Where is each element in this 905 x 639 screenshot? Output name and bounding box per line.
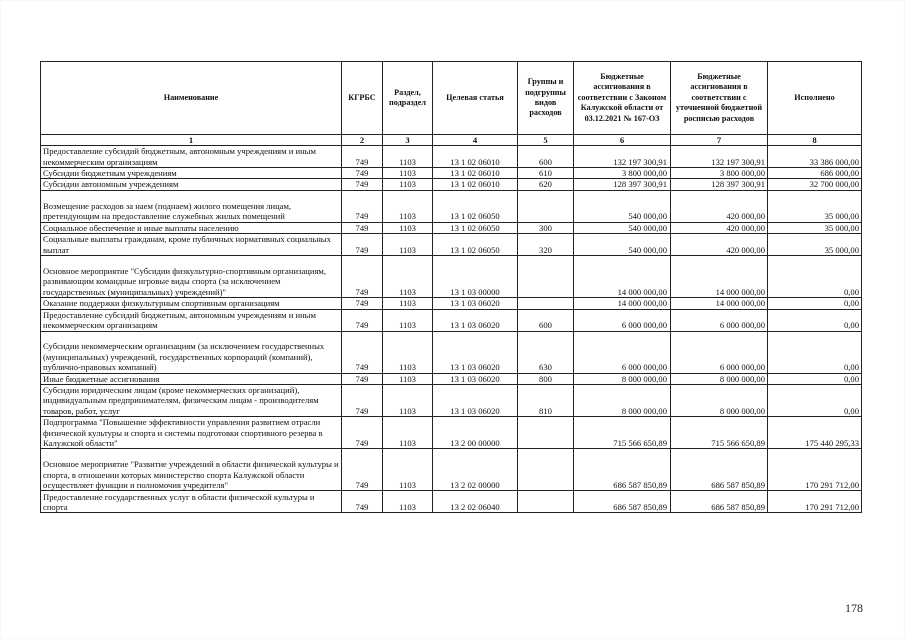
cell-amount-revised: 420 000,00	[671, 234, 768, 256]
cell-expense-group: 620	[518, 179, 574, 190]
cell-amount-law: 6 000 000,00	[574, 309, 671, 331]
table-row	[41, 146, 862, 168]
cell-kgrbs: 749	[342, 222, 383, 233]
cell-kgrbs: 749	[342, 331, 383, 373]
cell-target-article: 13 1 03 06020	[433, 385, 518, 417]
cell-kgrbs: 749	[342, 373, 383, 384]
cell-target-article: 13 1 02 06010	[433, 146, 518, 168]
cell-expense-group	[518, 256, 574, 298]
cell-expense-group	[518, 298, 574, 309]
cell-amount-revised: 6 000 000,00	[671, 331, 768, 373]
cell-kgrbs: 749	[342, 190, 383, 222]
header-amount-law: Бюджетные ассигнования в соответствии с Законом Калужской области от 03.12.2021 № 167-ОЗ	[574, 62, 671, 135]
cell-amount-law: 540 000,00	[574, 234, 671, 256]
cell-amount-revised: 686 587 850,89	[671, 449, 768, 491]
cell-expense-group: 320	[518, 234, 574, 256]
column-number: 4	[433, 135, 518, 146]
cell-target-article: 13 1 03 06020	[433, 373, 518, 384]
cell-razdel: 1103	[383, 298, 433, 309]
cell-razdel: 1103	[383, 385, 433, 417]
cell-name: Предоставление субсидий бюджетным, автономным учреждениям и иным некоммерческим организациям	[41, 309, 342, 331]
cell-razdel: 1103	[383, 417, 433, 449]
header-executed: Исполнено	[768, 62, 862, 135]
cell-executed: 0,00	[768, 385, 862, 417]
cell-kgrbs: 749	[342, 256, 383, 298]
table-row	[41, 331, 862, 373]
cell-target-article: 13 1 03 06020	[433, 298, 518, 309]
cell-executed: 170 291 712,00	[768, 491, 862, 513]
column-number: 5	[518, 135, 574, 146]
cell-executed: 35 000,00	[768, 222, 862, 233]
cell-expense-group: 600	[518, 146, 574, 168]
cell-amount-law: 14 000 000,00	[574, 298, 671, 309]
column-number: 8	[768, 135, 862, 146]
cell-kgrbs: 749	[342, 385, 383, 417]
cell-target-article: 13 2 00 00000	[433, 417, 518, 449]
cell-amount-revised: 420 000,00	[671, 190, 768, 222]
cell-expense-group: 810	[518, 385, 574, 417]
cell-name: Оказание поддержки физкультурным спортивным организациям	[41, 298, 342, 309]
cell-name: Подпрограмма "Повышение эффективности управления развитием отрасли физической культуры и спорта и системы подготовки спортивного резерва в Калужской области"	[41, 417, 342, 449]
cell-name: Социальные выплаты гражданам, кроме публичных нормативных социальных выплат	[41, 234, 342, 256]
table-header	[41, 62, 862, 146]
cell-name: Субсидии бюджетным учреждениям	[41, 168, 342, 179]
cell-executed: 32 700 000,00	[768, 179, 862, 190]
cell-razdel: 1103	[383, 373, 433, 384]
cell-razdel: 1103	[383, 179, 433, 190]
column-number: 2	[342, 135, 383, 146]
cell-executed: 0,00	[768, 256, 862, 298]
cell-amount-revised: 686 587 850,89	[671, 491, 768, 513]
cell-amount-law: 540 000,00	[574, 190, 671, 222]
cell-executed: 0,00	[768, 298, 862, 309]
cell-kgrbs: 749	[342, 234, 383, 256]
cell-expense-group	[518, 449, 574, 491]
cell-executed: 170 291 712,00	[768, 449, 862, 491]
cell-amount-law: 540 000,00	[574, 222, 671, 233]
column-number: 3	[383, 135, 433, 146]
cell-name: Субсидии некоммерческим организациям (за исключением государственных (муниципальных) учреждений, государственных корпораций (компаний), публично-правовых компаний)	[41, 331, 342, 373]
cell-razdel: 1103	[383, 309, 433, 331]
header-amount-revised: Бюджетные ассигнования в соответствии с уточненной бюджетной росписью расходов	[671, 62, 768, 135]
table-row	[41, 256, 862, 298]
cell-name: Субсидии юридическим лицам (кроме некоммерческих организаций), индивидуальным предпринимателям, физическим лицам - производителям товаров, работ, услуг	[41, 385, 342, 417]
cell-executed: 686 000,00	[768, 168, 862, 179]
cell-razdel: 1103	[383, 234, 433, 256]
cell-amount-revised: 3 800 000,00	[671, 168, 768, 179]
table-row	[41, 222, 862, 233]
cell-amount-revised: 8 000 000,00	[671, 373, 768, 384]
cell-razdel: 1103	[383, 449, 433, 491]
cell-name: Субсидии автономным учреждениям	[41, 179, 342, 190]
cell-executed: 35 000,00	[768, 190, 862, 222]
cell-target-article: 13 1 02 06050	[433, 222, 518, 233]
cell-executed: 0,00	[768, 373, 862, 384]
cell-kgrbs: 749	[342, 298, 383, 309]
table-row	[41, 449, 862, 491]
cell-name: Возмещение расходов за наем (поднаем) жилого помещения лицам, претендующим на предоставление служебных жилых помещений	[41, 190, 342, 222]
header-statya: Целевая статья	[433, 62, 518, 135]
cell-expense-group: 630	[518, 331, 574, 373]
cell-amount-revised: 14 000 000,00	[671, 298, 768, 309]
cell-target-article: 13 2 02 06040	[433, 491, 518, 513]
cell-executed: 35 000,00	[768, 234, 862, 256]
table-row	[41, 373, 862, 384]
cell-razdel: 1103	[383, 491, 433, 513]
table-row	[41, 309, 862, 331]
budget-table	[40, 61, 862, 513]
cell-name: Основное мероприятие "Развитие учреждений в области физической культуры и спорта, в отношении которых министерство спорта Калужской области осуществляет функции и полномочия учредителя"	[41, 449, 342, 491]
column-number: 7	[671, 135, 768, 146]
cell-expense-group	[518, 417, 574, 449]
column-number: 6	[574, 135, 671, 146]
cell-target-article: 13 1 02 06010	[433, 168, 518, 179]
cell-amount-law: 8 000 000,00	[574, 385, 671, 417]
cell-expense-group	[518, 190, 574, 222]
cell-razdel: 1103	[383, 222, 433, 233]
cell-razdel: 1103	[383, 256, 433, 298]
cell-amount-law: 128 397 300,91	[574, 179, 671, 190]
cell-amount-law: 6 000 000,00	[574, 331, 671, 373]
cell-amount-law: 132 197 300,91	[574, 146, 671, 168]
cell-amount-law: 715 566 650,89	[574, 417, 671, 449]
table-body	[41, 146, 862, 513]
cell-amount-law: 8 000 000,00	[574, 373, 671, 384]
column-number-row	[41, 135, 862, 146]
cell-name: Иные бюджетные ассигнования	[41, 373, 342, 384]
table-row	[41, 234, 862, 256]
table-row	[41, 385, 862, 417]
cell-name: Предоставление субсидий бюджетным, автономным учреждениям и иным некоммерческим организациям	[41, 146, 342, 168]
cell-target-article: 13 1 02 06050	[433, 234, 518, 256]
cell-expense-group: 600	[518, 309, 574, 331]
table-row	[41, 179, 862, 190]
cell-kgrbs: 749	[342, 449, 383, 491]
cell-amount-revised: 14 000 000,00	[671, 256, 768, 298]
header-razdel: Раздел, подраздел	[383, 62, 433, 135]
cell-name: Предоставление государственных услуг в области физической культуры и спорта	[41, 491, 342, 513]
cell-kgrbs: 749	[342, 146, 383, 168]
cell-razdel: 1103	[383, 168, 433, 179]
cell-executed: 0,00	[768, 309, 862, 331]
column-number: 1	[41, 135, 342, 146]
cell-razdel: 1103	[383, 146, 433, 168]
cell-target-article: 13 1 02 06050	[433, 190, 518, 222]
cell-executed: 33 386 000,00	[768, 146, 862, 168]
cell-amount-revised: 128 397 300,91	[671, 179, 768, 190]
cell-kgrbs: 749	[342, 168, 383, 179]
table-row	[41, 417, 862, 449]
cell-expense-group: 610	[518, 168, 574, 179]
table-row	[41, 190, 862, 222]
header-group: Группы и подгруппы видов расходов	[518, 62, 574, 135]
table-row	[41, 298, 862, 309]
cell-target-article: 13 1 03 00000	[433, 256, 518, 298]
cell-amount-law: 686 587 850,89	[574, 449, 671, 491]
cell-amount-law: 14 000 000,00	[574, 256, 671, 298]
cell-kgrbs: 749	[342, 417, 383, 449]
header-name: Наименование	[41, 62, 342, 135]
cell-name: Основное мероприятие "Субсидии физкультурно-спортивным организациям, развивающим командные игровые виды спорта (за исключением государственных (муниципальных) учреждений)"	[41, 256, 342, 298]
page-number: 178	[845, 601, 863, 615]
cell-expense-group: 300	[518, 222, 574, 233]
cell-amount-revised: 420 000,00	[671, 222, 768, 233]
cell-expense-group	[518, 491, 574, 513]
cell-target-article: 13 1 03 06020	[433, 331, 518, 373]
cell-amount-revised: 132 197 300,91	[671, 146, 768, 168]
cell-target-article: 13 2 02 00000	[433, 449, 518, 491]
cell-executed: 0,00	[768, 331, 862, 373]
cell-razdel: 1103	[383, 190, 433, 222]
cell-razdel: 1103	[383, 331, 433, 373]
cell-amount-revised: 8 000 000,00	[671, 385, 768, 417]
cell-amount-revised: 6 000 000,00	[671, 309, 768, 331]
cell-amount-law: 3 800 000,00	[574, 168, 671, 179]
header-kgrbs: КГРБС	[342, 62, 383, 135]
cell-kgrbs: 749	[342, 309, 383, 331]
cell-target-article: 13 1 03 06020	[433, 309, 518, 331]
cell-executed: 175 440 295,33	[768, 417, 862, 449]
table-row	[41, 491, 862, 513]
cell-kgrbs: 749	[342, 179, 383, 190]
cell-amount-revised: 715 566 650,89	[671, 417, 768, 449]
cell-kgrbs: 749	[342, 491, 383, 513]
table-row	[41, 168, 862, 179]
cell-expense-group: 800	[518, 373, 574, 384]
cell-amount-law: 686 587 850,89	[574, 491, 671, 513]
cell-name: Социальное обеспечение и иные выплаты населению	[41, 222, 342, 233]
cell-target-article: 13 1 02 06010	[433, 179, 518, 190]
